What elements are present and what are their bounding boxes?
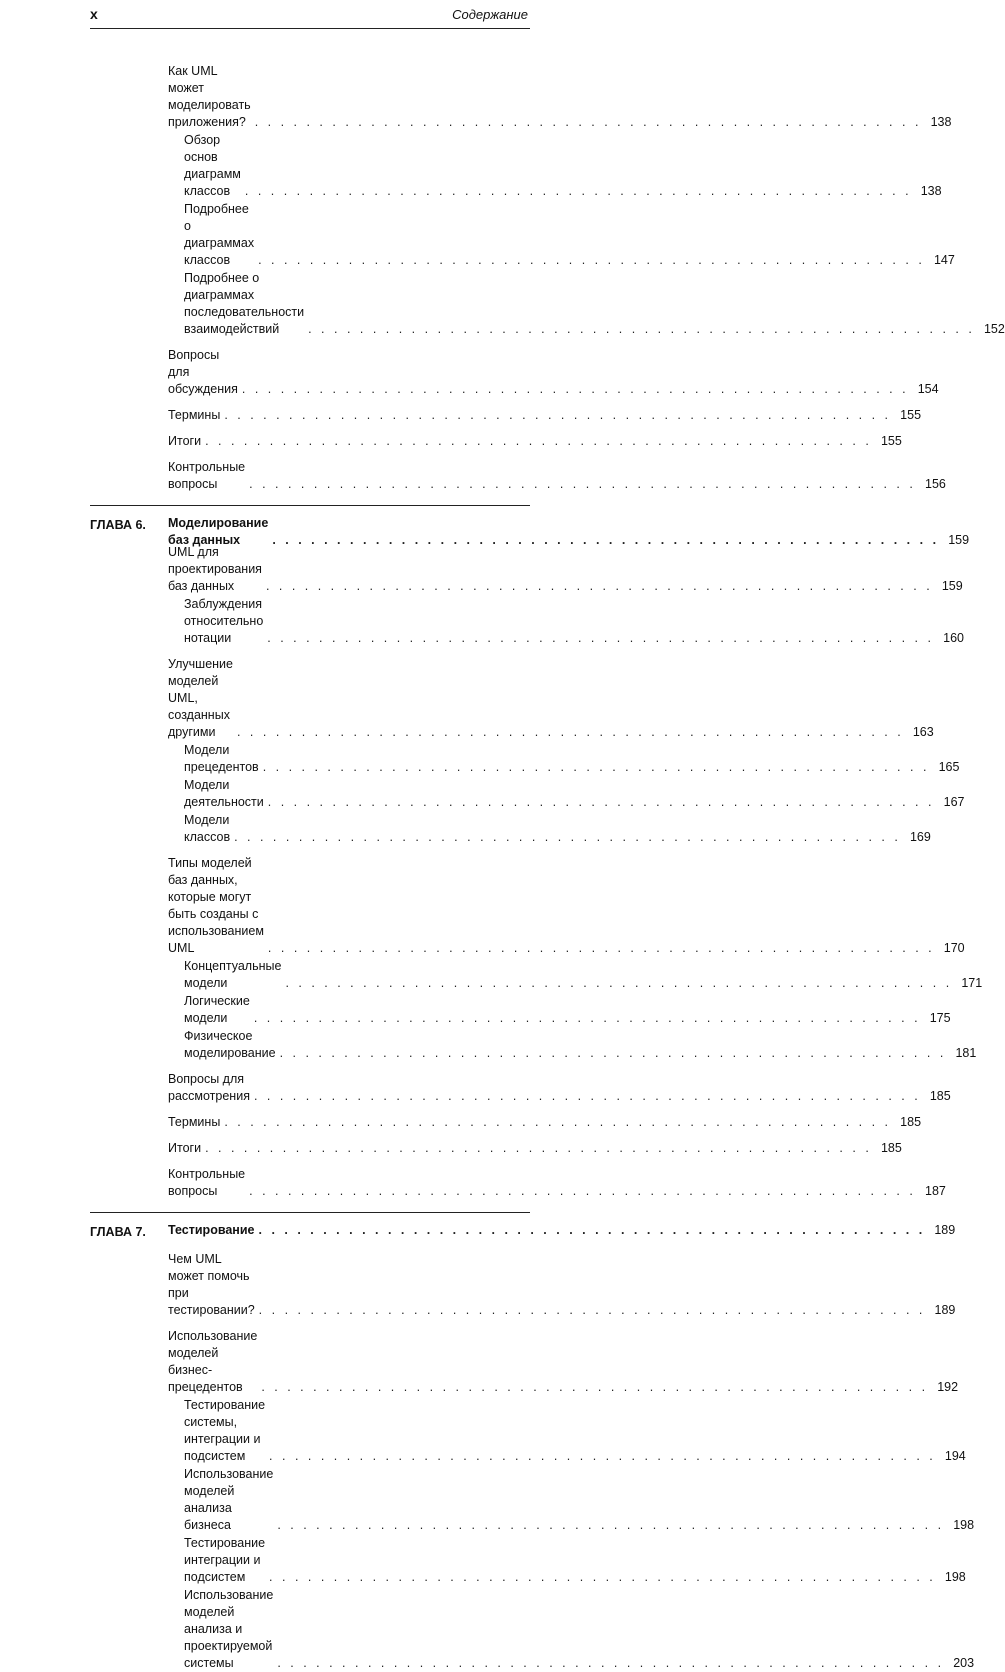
chapter-label: ГЛАВА 6. [90, 518, 146, 532]
leader-dots [249, 1183, 916, 1200]
entry-title: Использование моделей бизнес-прецедентов [168, 1329, 258, 1394]
header-rule [90, 28, 530, 29]
chapter-title: Моделирование баз данных [168, 516, 269, 547]
leader-dots [263, 759, 930, 776]
toc-entry[interactable] [168, 855, 965, 957]
leader-dots [242, 381, 909, 398]
entry-page: 185 [880, 1141, 902, 1155]
leader-dots [254, 1010, 921, 1027]
entry-page: 159 [941, 579, 963, 593]
entry-title: Контрольные вопросы [168, 460, 246, 491]
entry-page: 138 [930, 115, 952, 129]
leader-dots [266, 578, 933, 595]
entry-title: Тестирование системы, интеграции и подсистем [184, 1398, 266, 1463]
entry-page: 138 [920, 184, 942, 198]
table-of-contents [0, 54, 1005, 1672]
toc-entry[interactable] [184, 993, 951, 1027]
entry-title: Тестирование интеграции и подсистем [184, 1536, 266, 1584]
entry-title: Типы моделей баз данных, которые могут быть созданы с использованием UML [168, 856, 264, 955]
leader-dots [259, 1302, 926, 1319]
toc-entry[interactable] [184, 132, 942, 200]
entry-page: 189 [934, 1303, 956, 1317]
leader-dots [249, 476, 916, 493]
entry-title: Логические модели [184, 994, 250, 1025]
entry-page: 163 [912, 725, 934, 739]
leader-dots [255, 114, 922, 131]
entry-page: 170 [943, 941, 965, 955]
running-title: Содержание [452, 7, 528, 22]
toc-entry[interactable] [184, 1028, 977, 1062]
entry-title: Физическое моделирование [184, 1029, 276, 1060]
toc-entry[interactable] [184, 777, 965, 811]
leader-dots [267, 630, 934, 647]
leader-dots [205, 1140, 872, 1157]
toc-top-section [0, 63, 1005, 493]
entry-page: 154 [917, 382, 939, 396]
leader-dots [224, 1114, 891, 1131]
chapter-title: Тестирование [168, 1223, 255, 1237]
leader-dots [254, 1088, 921, 1105]
entry-title: Использование моделей анализа бизнеса [184, 1467, 274, 1532]
toc-entry[interactable] [184, 1397, 966, 1465]
toc-entry[interactable] [168, 656, 934, 741]
toc-entry[interactable] [184, 270, 1005, 338]
toc-entry[interactable] [168, 407, 922, 424]
toc-entry[interactable] [184, 201, 955, 269]
entry-title: Подробнее о диаграммах классов [184, 202, 255, 267]
entry-title: Концептуальные модели [184, 959, 282, 990]
chapter-label: ГЛАВА 7. [90, 1225, 146, 1239]
leader-dots [277, 1655, 944, 1672]
leader-dots [237, 724, 904, 741]
toc-entry[interactable] [184, 1466, 975, 1534]
entry-title: Термины [168, 1115, 221, 1129]
toc-entry[interactable] [184, 958, 983, 992]
entry-title: Итоги [168, 1141, 202, 1155]
entry-page: 156 [925, 477, 946, 491]
toc-entry-chapter[interactable] [168, 1222, 956, 1239]
entry-title: Вопросы для рассмотрения [168, 1072, 250, 1103]
toc-entry[interactable] [184, 1535, 966, 1586]
leader-dots [259, 1222, 926, 1239]
entry-page: 155 [900, 408, 922, 422]
entry-title: Модели прецедентов [184, 743, 259, 774]
chapter-6-heading [0, 515, 970, 547]
toc-entry[interactable] [168, 433, 902, 450]
entry-title: UML для проектирования баз данных [168, 545, 262, 593]
entry-page: 152 [983, 322, 1005, 336]
toc-entry[interactable] [184, 596, 964, 647]
leader-dots [280, 1045, 947, 1062]
entry-title: Контрольные вопросы [168, 1167, 246, 1198]
entry-title: Заблуждения относительно нотации [184, 597, 264, 645]
entry-page: 160 [943, 631, 964, 645]
entry-page: 185 [900, 1115, 922, 1129]
entry-title: Использование моделей анализа и проектируемой системы [184, 1588, 274, 1670]
entry-page: 147 [933, 253, 955, 267]
leader-dots [205, 433, 872, 450]
toc-entry[interactable] [184, 1587, 975, 1672]
entry-page: 185 [929, 1089, 951, 1103]
entry-title: Вопросы для обсуждения [168, 348, 238, 396]
entry-page: 194 [944, 1449, 966, 1463]
toc-entry[interactable] [184, 742, 960, 776]
entry-page: 203 [953, 1656, 975, 1670]
leader-dots [269, 1569, 936, 1586]
leader-dots [268, 794, 935, 811]
entry-title: Улучшение моделей UML, созданных другими [168, 657, 233, 739]
entry-page: 165 [938, 760, 960, 774]
chapter-7-entries [0, 1251, 975, 1672]
toc-entry[interactable] [168, 1166, 946, 1200]
entry-title: Модели классов [184, 813, 231, 844]
entry-title: Модели деятельности [184, 778, 264, 809]
entry-page: 198 [953, 1518, 975, 1532]
chapter-divider [90, 1212, 530, 1213]
page-header [0, 0, 600, 30]
toc-entry[interactable] [168, 1071, 951, 1105]
entry-page: 155 [880, 434, 902, 448]
page-number: x [90, 6, 98, 22]
entry-title: Подробнее о диаграммах последовательности взаимодействий [184, 271, 305, 336]
entry-page: 192 [937, 1380, 959, 1394]
leader-dots [261, 1379, 928, 1396]
leader-dots [308, 321, 975, 338]
entry-title: Как UML может моделировать приложения? [168, 64, 251, 129]
leader-dots [285, 975, 952, 992]
leader-dots [277, 1517, 944, 1534]
toc-entry[interactable] [168, 1251, 956, 1319]
entry-title: Обзор основ диаграмм классов [184, 133, 241, 198]
chapter-page: 189 [934, 1223, 956, 1237]
toc-entry[interactable] [168, 347, 939, 398]
entry-page: 171 [961, 976, 983, 990]
toc-entry[interactable] [168, 1114, 922, 1131]
leader-dots [269, 1448, 936, 1465]
leader-dots [245, 183, 912, 200]
chapter-divider [90, 505, 530, 506]
chapter-page: 159 [948, 533, 970, 547]
leader-dots [268, 940, 935, 957]
chapter-6-entries [0, 544, 983, 1200]
leader-dots [224, 407, 891, 424]
leader-dots [258, 252, 925, 269]
toc-entry[interactable] [168, 544, 963, 595]
entry-page: 169 [909, 830, 931, 844]
entry-title: Термины [168, 408, 221, 422]
entry-page: 181 [955, 1046, 977, 1060]
entry-page: 187 [925, 1184, 946, 1198]
leader-dots [234, 829, 901, 846]
entry-page: 167 [943, 795, 965, 809]
toc-entry[interactable] [168, 1140, 902, 1157]
toc-entry[interactable] [168, 1328, 959, 1396]
chapter-7-heading [0, 1222, 956, 1242]
toc-entry[interactable] [168, 63, 952, 131]
toc-entry[interactable] [168, 459, 946, 493]
toc-entry[interactable] [184, 812, 931, 846]
entry-title: Чем UML может помочь при тестировании? [168, 1252, 255, 1317]
entry-page: 198 [944, 1570, 966, 1584]
entry-page: 175 [929, 1011, 951, 1025]
entry-title: Итоги [168, 434, 202, 448]
